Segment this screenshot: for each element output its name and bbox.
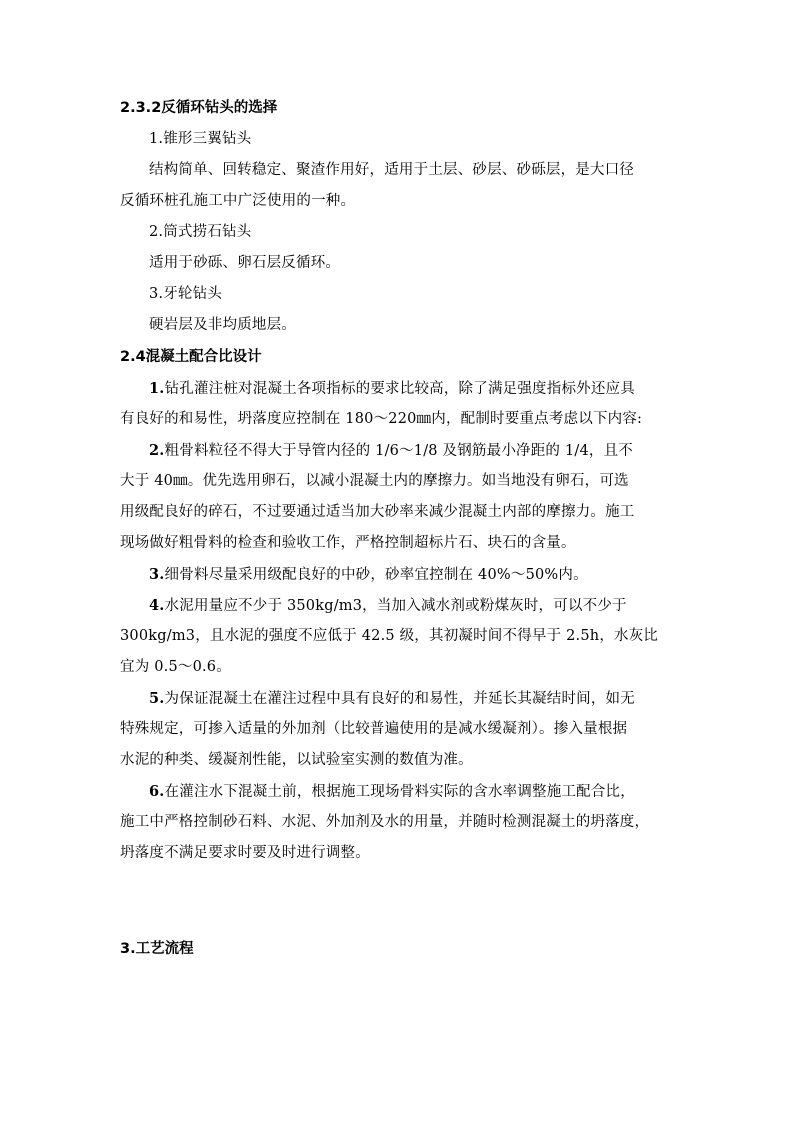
paragraph-number: 4. <box>149 597 165 614</box>
paragraph-number: 5. <box>149 690 165 707</box>
paragraph-line <box>120 497 680 528</box>
paragraph-line <box>120 776 680 807</box>
paragraph-text: 坍落度不满足要求时要及时进行调整。 <box>120 845 370 861</box>
paragraph-number: 1. <box>149 380 165 397</box>
paragraph-line <box>120 838 680 869</box>
paragraph-text: 现场做好粗骨料的检查和验收工作，严格控制超标片石、块石的含量。 <box>120 535 576 551</box>
paragraph-text: 大于 40㎜。优先选用卵石，以减小混凝土内的摩擦力。如当地没有卵石，可选 <box>120 473 629 489</box>
mix-design-paragraphs <box>120 373 680 869</box>
paragraph-line <box>120 714 680 745</box>
paragraph-text: 为保证混凝土在灌注过程中具有良好的和易性，并延长其凝结时间，如无 <box>164 691 635 707</box>
paragraph-text: 施工中严格控制砂石料、水泥、外加剂及水的用量，并随时检测混凝土的坍落度， <box>120 814 650 830</box>
paragraph-text: 水泥的种类、缓凝剂性能，以试验室实测的数值为准。 <box>120 752 473 768</box>
mix-design-paragraph-6 <box>120 776 680 869</box>
mix-design-paragraph-3 <box>120 559 680 590</box>
drill-bit-1-body <box>120 155 680 217</box>
paragraph-line <box>120 652 680 683</box>
drill-bit-3-body: 硬岩层及非均质地层。 <box>149 317 296 333</box>
paragraph-text: 钻孔灌注桩对混凝土各项指标的要求比较高，除了满足强度指标外还应具 <box>164 381 635 397</box>
paragraph-line <box>120 404 680 435</box>
paragraph-number: 2. <box>149 442 165 459</box>
section-2-3-2-heading: 2.3.2反循环钻头的选择 <box>120 100 278 116</box>
paragraph-text: 300kg/m3，且水泥的强度不应低于 42.5 级，其初凝时间不得早于 2.5h，水灰比 <box>120 628 659 644</box>
paragraph-line <box>120 807 680 838</box>
paragraph-number: 3. <box>149 566 165 583</box>
drill-bit-2-body: 适用于砂砾、卵石层反循环。 <box>149 255 341 271</box>
drill-bit-3-title: 3.牙轮钻头 <box>149 286 223 302</box>
mix-design-paragraph-2 <box>120 435 680 559</box>
section-2-4-heading: 2.4混凝土配合比设计 <box>120 349 262 365</box>
paragraph-text: 特殊规定，可掺入适量的外加剂（比较普遍使用的是减水缓凝剂）。掺入量根据 <box>120 721 628 737</box>
drill-bit-2-title: 2.筒式捞石钻头 <box>149 224 252 240</box>
drill-bit-1-title: 1.锥形三翼钻头 <box>149 131 252 147</box>
paragraph-line <box>120 745 680 776</box>
body-line: 反循环桩孔施工中广泛使用的一种。 <box>120 193 356 209</box>
body-line: 结构简单、回转稳定、聚渣作用好，适用于土层、砂层、砂砾层，是大口径 <box>149 162 635 178</box>
paragraph-line <box>120 559 680 590</box>
paragraph-line <box>120 621 680 652</box>
paragraph-text: 细骨料尽量采用级配良好的中砂，砂率宜控制在 40%～50%内。 <box>164 567 588 583</box>
mix-design-paragraph-1 <box>120 373 680 435</box>
paragraph-text: 水泥用量应不少于 350kg/m3，当加入减水剂或粉煤灰时，可以不少于 <box>164 598 627 614</box>
paragraph-line <box>120 466 680 497</box>
paragraph-number: 6. <box>149 783 165 800</box>
paragraph-text: 在灌注水下混凝土前，根据施工现场骨料实际的含水率调整施工配合比， <box>164 784 635 800</box>
paragraph-text: 有良好的和易性，坍落度应控制在 180～220㎜内，配制时要重点考虑以下内容: <box>120 411 643 427</box>
paragraph-text: 用级配良好的碎石，不过要通过适当加大砂率来减少混凝土内部的摩擦力。施工 <box>120 504 635 520</box>
paragraph-line <box>120 590 680 621</box>
mix-design-paragraph-4 <box>120 590 680 683</box>
paragraph-line <box>120 373 680 404</box>
section-3-heading: 3.工艺流程 <box>120 941 194 957</box>
paragraph-line <box>120 435 680 466</box>
paragraph-line <box>120 683 680 714</box>
paragraph-text: 粗骨料粒径不得大于导管内径的 1/6～1/8 及钢筋最小净距的 1/4，且不 <box>164 443 633 459</box>
paragraph-line <box>120 528 680 559</box>
document-page <box>120 92 680 965</box>
paragraph-text: 宜为 0.5～0.6。 <box>120 659 231 675</box>
mix-design-paragraph-5 <box>120 683 680 776</box>
spacer <box>120 869 680 933</box>
